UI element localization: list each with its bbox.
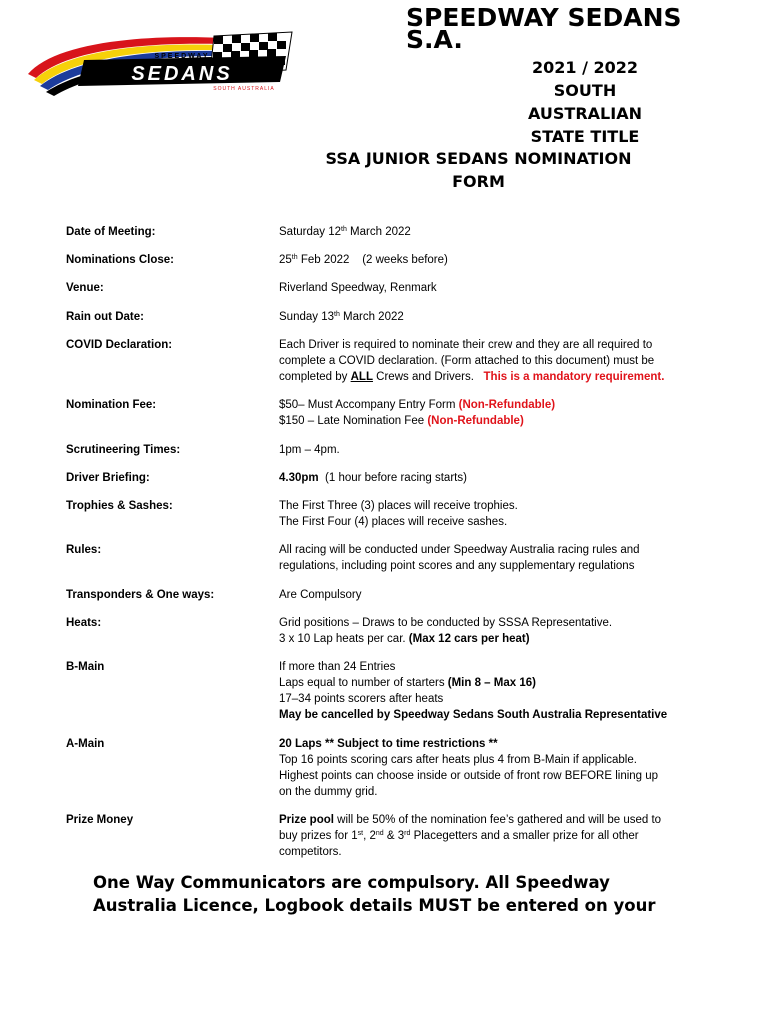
org-title-line2: S.A. [406, 25, 463, 54]
mandatory-notice: This is a mandatory requirement. [483, 371, 665, 383]
svg-text:SOUTH AUSTRALIA: SOUTH AUSTRALIA [213, 86, 275, 92]
season-year: 2021 / 2022 [531, 58, 639, 77]
compulsory-notice: One Way Communicators are compulsory. All Speedway Australia Licence, Logbook details MUST be entered on your [93, 873, 656, 915]
form-title: SSA JUNIOR SEDANS NOMINATION FORM [325, 149, 632, 191]
org-title: SPEEDWAY SEDANS [406, 3, 682, 32]
svg-text:SEDANS: SEDANS [131, 63, 233, 85]
speedway-sedans-logo [24, 30, 294, 102]
event-title: 2021 / 2022 SOUTH AUSTRALIAN STATE TITLE [500, 56, 670, 148]
svg-text:SPEEDWAY: SPEEDWAY [154, 53, 210, 60]
